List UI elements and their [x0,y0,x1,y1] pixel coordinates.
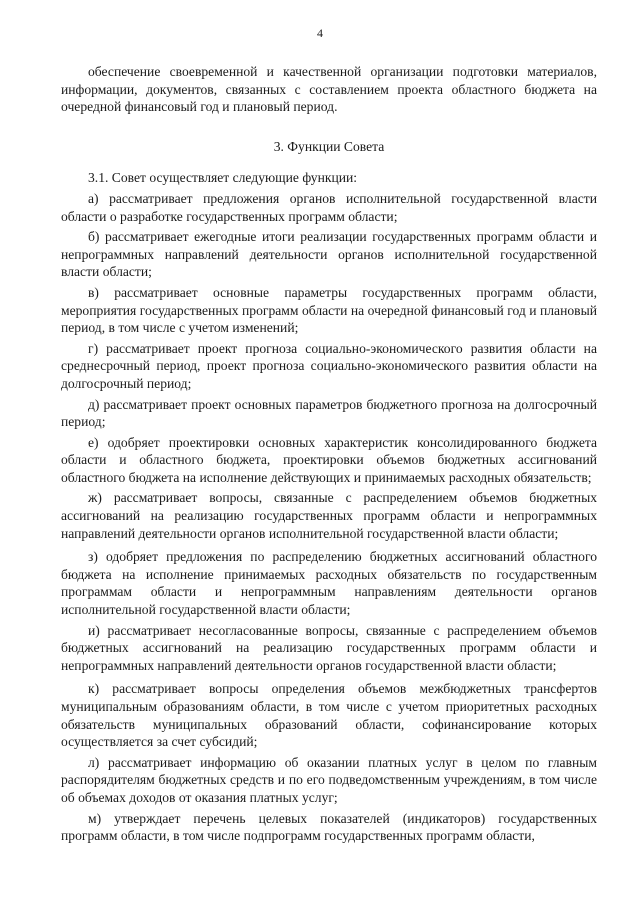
page-number: 4 [317,26,323,40]
section-heading: 3. Функции Совета [273,138,385,154]
document-body [61,63,597,845]
function-item-g: г) рассматривает проект прогноза социально-экономического развития области на среднесрочный период, проект прогноза социально-экономического развития области на долгосрочный период; [61,340,597,391]
function-item-zh: ж) рассматривает вопросы, связанные с распределением объемов бюджетных ассигнований на реализацию государственных программ области и непрограммных направлений деятельности органов исполнительной государственной власти области; [61,490,597,541]
function-item-m: м) утверждает перечень целевых показателей (индикаторов) государственных программ области, в том числе подпрограмм государственных программ области, [61,810,597,844]
functions-lead: 3.1. Совет осуществляет следующие функции: [88,170,358,186]
function-item-d: д) рассматривает проект основных параметров бюджетного прогноза на долгосрочный период; [61,396,597,430]
function-item-k: к) рассматривает вопросы определения объемов межбюджетных трансфертов муниципальным образованиям области, в том числе с учетом приоритетных расходных обязательств муниципальных образований области, софинансирование которых осуществляется за счет субсидий; [61,681,597,750]
function-item-z: з) одобряет предложения по распределению бюджетных ассигнований областного бюджета на исполнение принимаемых расходных обязательств по государственным программам области и непрограммным направлениям деятельности органов исполнительной государственной власти области; [61,549,597,618]
function-item-l: л) рассматривает информацию об оказании платных услуг в целом по главным распорядителям бюджетных средств и по его подведомственным учреждениям, в том числе об объемах доходов от оказания платных услуг; [61,754,597,805]
intro-paragraph: обеспечение своевременной и качественной организации подготовки материалов, информации, документов, связанных с составлением проекта областного бюджета на очередной финансовый год и плановый период. [61,64,597,115]
function-item-a: а) рассматривает предложения органов исполнительной государственной власти области о разработке государственных программ области; [61,190,597,224]
function-item-i: и) рассматривает несогласованные вопросы, связанные с распределением объемов бюджетных ассигнований на реализацию государственных программ области и непрограммных направлений деятельности органов государственной власти области; [61,622,597,673]
function-item-v: в) рассматривает основные параметры государственных программ области, мероприятия государственных программ области на очередной финансовый год и плановый период, в том числе с учетом изменений; [61,284,597,336]
function-item-e: е) одобряет проектировки основных характеристик консолидированного бюджета области и областного бюджета, проектировки объемов бюджетных ассигнований областного бюджета на исполнение действующих и принимаемых расходных обязательств; [61,434,597,485]
function-item-b: б) рассматривает ежегодные итоги реализации государственных программ области и непрограммных направлений деятельности органов исполнительной государственной власти области; [61,229,597,280]
